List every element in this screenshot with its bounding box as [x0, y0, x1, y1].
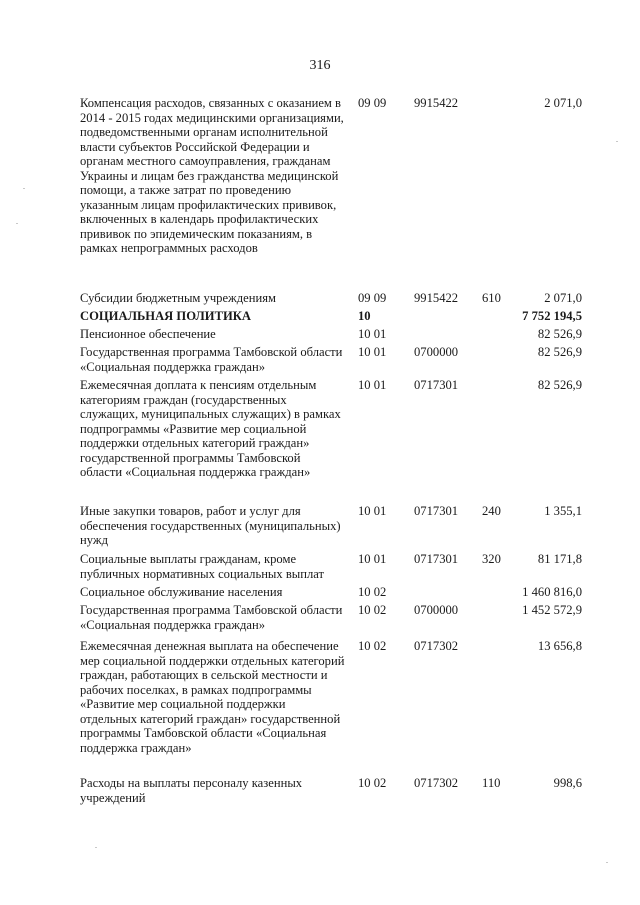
- row-code: 0717301: [414, 504, 459, 518]
- row-kind: 610: [482, 291, 501, 305]
- row-description: Государственная программа Тамбовской области «Социальная поддержка граждан»: [80, 345, 343, 374]
- row-section: 09 09: [358, 291, 387, 305]
- row-code: 0717301: [414, 378, 459, 392]
- scan-speck: [95, 847, 97, 848]
- row-section: 10 02: [358, 639, 387, 653]
- row-amount: 13 656,8: [537, 639, 582, 653]
- row-code: 0700000: [414, 345, 459, 359]
- row-section: 10: [358, 309, 371, 323]
- row-amount: 82 526,9: [537, 378, 582, 392]
- row-code: 0717301: [414, 552, 459, 566]
- scan-speck: [606, 862, 608, 863]
- scan-speck: [16, 223, 18, 224]
- row-description: Социальные выплаты гражданам, кроме публичных нормативных социальных выплат: [80, 552, 325, 581]
- row-description: Пенсионное обеспечение: [80, 327, 216, 341]
- row-section: 10 01: [358, 378, 387, 392]
- row-section: 10 02: [358, 585, 387, 599]
- row-section: 10 01: [358, 345, 387, 359]
- row-amount: 1 452 572,9: [522, 603, 582, 617]
- row-description: Субсидии бюджетным учреждениям: [80, 291, 276, 305]
- row-amount: 7 752 194,5: [522, 309, 582, 323]
- row-section: 10 02: [358, 776, 387, 790]
- row-description: Государственная программа Тамбовской области «Социальная поддержка граждан»: [80, 603, 343, 632]
- row-description: Ежемесячная доплата к пенсиям отдельным категориям граждан (государственных служащих, муниципальных служащих) в рамках подпрограммы «Развитие мер социальной поддержки отдельных категорий граждан» государственной программы Тамбовской области «Социальная поддержка граждан»: [80, 378, 341, 479]
- row-description: Социальное обслуживание населения: [80, 585, 283, 599]
- row-section: 10 01: [358, 504, 387, 518]
- row-description: Компенсация расходов, связанных с оказанием в 2014 - 2015 годах медицинскими организациями, подведомственными органам исполнительной власти субъектов Российской Федерации и органам местного самоуправления, гражданам Украины и лицам без гражданства медицинской помощи, а также затрат по проведению указанным лицам профилактических прививок, включенных в календарь профилактических прививок по эпидемическим показаниям, в рамках непрограммных расходов: [80, 96, 344, 255]
- row-amount: 2 071,0: [544, 96, 582, 110]
- row-code: 0717302: [414, 639, 459, 653]
- row-section: 10 01: [358, 552, 387, 566]
- row-amount: 1 355,1: [544, 504, 582, 518]
- row-amount: 82 526,9: [537, 345, 582, 359]
- row-kind: 110: [482, 776, 501, 790]
- row-amount: 2 071,0: [544, 291, 582, 305]
- row-code: 0717302: [414, 776, 459, 790]
- row-kind: 320: [482, 552, 501, 566]
- page-number: 316: [309, 58, 331, 73]
- row-section: 10 01: [358, 327, 387, 341]
- row-amount: 82 526,9: [537, 327, 582, 341]
- row-code: 9915422: [414, 291, 459, 305]
- row-description: Ежемесячная денежная выплата на обеспечение мер социальной поддержки отдельных категорий граждан, работающих в сельской местности и рабочих поселках, в рамках подпрограммы «Развитие мер социальной поддержки отдельных категорий граждан» государственной программы Тамбовской области «Социальная поддержка граждан»: [80, 639, 345, 755]
- row-amount: 81 171,8: [537, 552, 582, 566]
- row-code: 9915422: [414, 96, 459, 110]
- row-description: Расходы на выплаты персоналу казенных учреждений: [80, 776, 303, 805]
- row-section: 09 09: [358, 96, 387, 110]
- scan-speck: [23, 188, 25, 189]
- row-description: СОЦИАЛЬНАЯ ПОЛИТИКА: [80, 309, 251, 323]
- row-section: 10 02: [358, 603, 387, 617]
- row-kind: 240: [482, 504, 501, 518]
- row-description: Иные закупки товаров, работ и услуг для обеспечения государственных (муниципальных) нужд: [80, 504, 341, 547]
- row-code: 0700000: [414, 603, 459, 617]
- scan-speck: [616, 141, 618, 142]
- row-amount: 1 460 816,0: [522, 585, 582, 599]
- row-amount: 998,6: [553, 776, 582, 790]
